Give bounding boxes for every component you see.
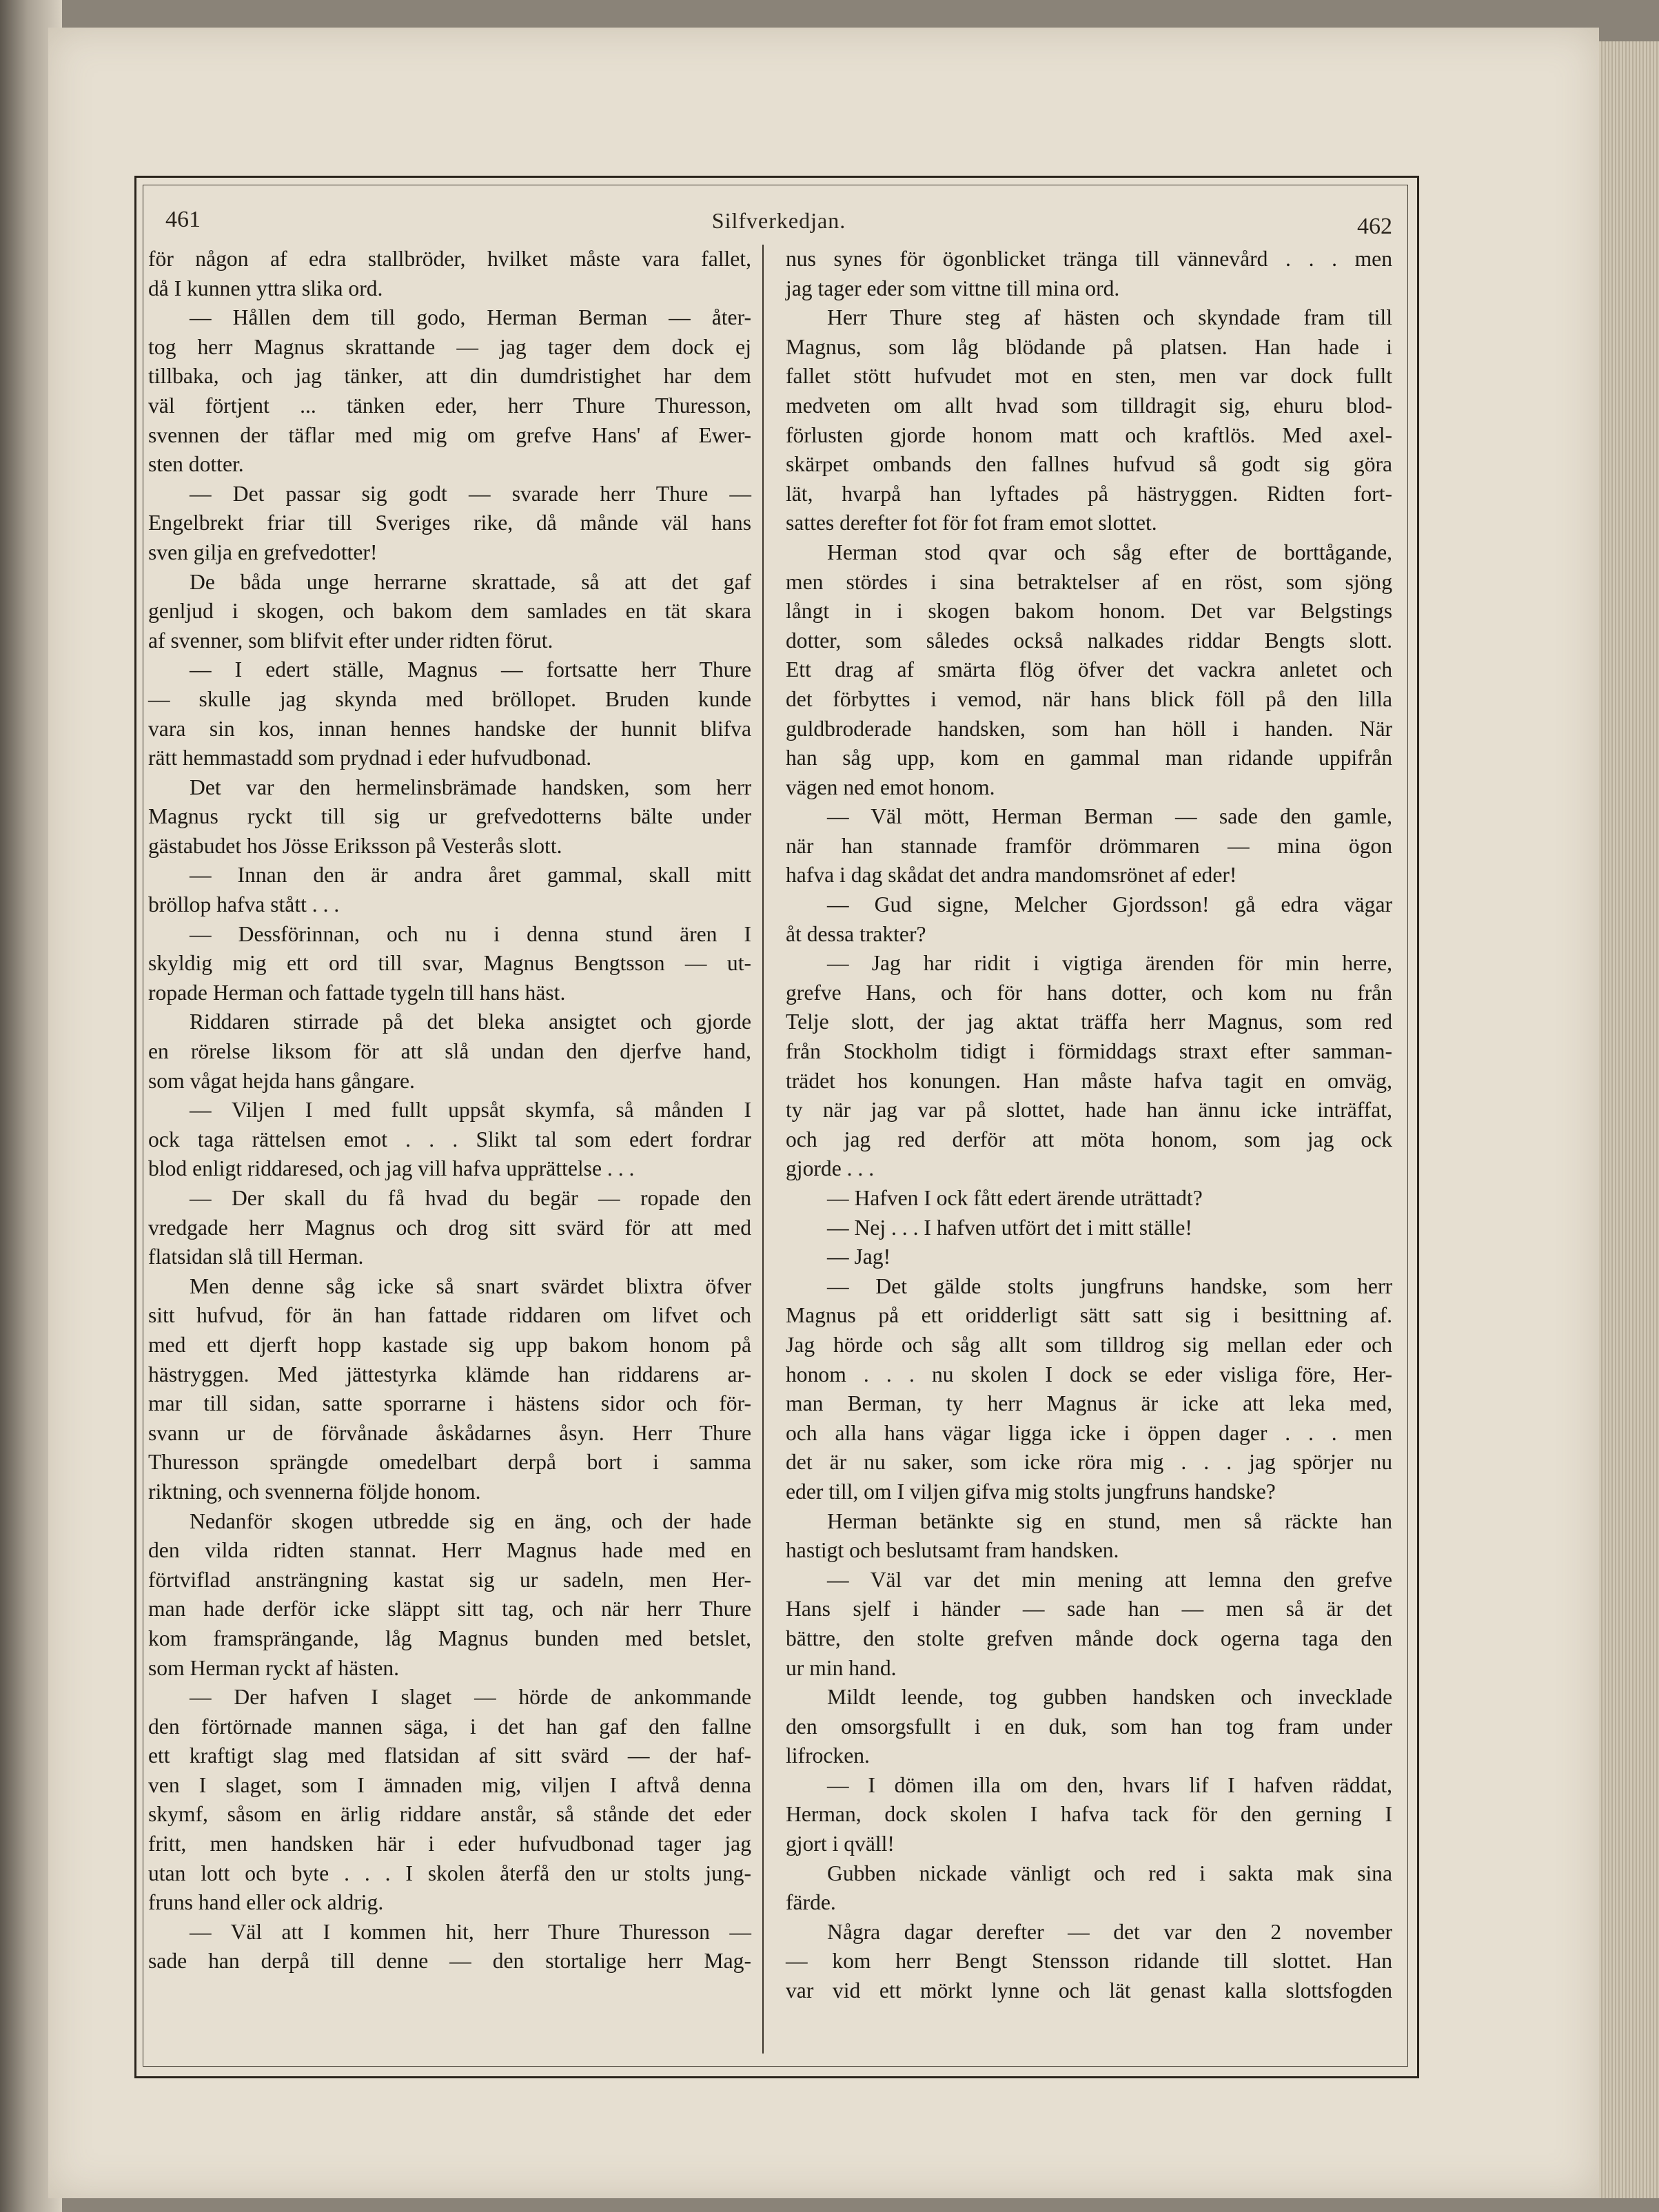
text-line: Nedanför skogen utbredde sig en äng, och der hade bbox=[190, 1508, 751, 1533]
text-line: skyldig mig ett ord till svar, Magnus Bengtsson — ut- bbox=[148, 951, 751, 976]
text-line: — I edert ställe, Magnus — fortsatte herr Thure bbox=[190, 657, 751, 682]
text-line: De båda unge herrarne skrattade, så att det gaf bbox=[190, 569, 751, 594]
text-line: — Nej . . . I hafven utfört det i mitt ställe! bbox=[827, 1215, 1192, 1240]
text-line: det förbyttes i vemod, när hans blick föll på den lilla bbox=[786, 686, 1392, 711]
text-line: — Väl mött, Herman Berman — sade den gamle, bbox=[827, 804, 1392, 829]
text-line: bröllop hafva stått . . . bbox=[148, 892, 340, 917]
text-line: svann ur de förvånade åskådarnes åsyn. Herr Thure bbox=[148, 1420, 751, 1445]
text-line: sade han derpå till denne — den stortalige herr Mag- bbox=[148, 1949, 751, 1974]
text-line: var vid ett mörkt lynne och lät genast kalla slottsfogden bbox=[786, 1978, 1392, 2003]
text-line: Men denne såg icke så snart svärdet blixtra öfver bbox=[190, 1273, 751, 1298]
text-line: Några dagar derefter — det var den 2 november bbox=[827, 1919, 1392, 1944]
text-line: då I kunnen yttra slika ord. bbox=[148, 276, 383, 300]
text-line: färde. bbox=[786, 1890, 836, 1915]
text-line: Thuresson sprängde omedelbart derpå bort i samma bbox=[148, 1450, 751, 1475]
text-line: vara sin kos, innan hennes handske der hunnit blifva bbox=[148, 716, 751, 741]
text-line: han såg upp, kom en gammal man ridande uppifrån bbox=[786, 746, 1392, 770]
text-line: mar till sidan, satte sporrarne i hästens sidor och för- bbox=[148, 1391, 751, 1416]
text-line: Hans sjelf i händer — sade han — men så är det bbox=[786, 1597, 1392, 1621]
running-head bbox=[165, 200, 1392, 241]
text-line: — Jag har ridit i vigtiga ärenden för min herre, bbox=[827, 951, 1392, 976]
text-line: sitt hufvud, för än han fattade riddaren om lifvet och bbox=[148, 1303, 751, 1328]
text-line: kom framsprängande, låg Magnus bunden med betslet, bbox=[148, 1626, 751, 1650]
text-line: grefve Hans, och för hans dotter, och kom nu från bbox=[786, 980, 1392, 1005]
text-line: den förtörnade mannen säga, i det han gaf den fallne bbox=[148, 1714, 751, 1739]
text-line: ty när jag var på slottet, hade han ännu icke inträffat, bbox=[786, 1098, 1392, 1123]
column-divider bbox=[762, 245, 764, 2054]
text-line: Herman betänkte sig en stund, men så räckte han bbox=[827, 1508, 1392, 1533]
text-line: — Der skall du få hvad du begär — ropade den bbox=[190, 1186, 751, 1210]
text-line: — Dessförinnan, och nu i denna stund ären I bbox=[190, 921, 751, 946]
text-line: dotter, som således också nalkades riddar Bengts slott. bbox=[786, 628, 1392, 653]
text-line: — kom herr Bengt Stensson ridande till slottet. Han bbox=[786, 1949, 1392, 1974]
left-column bbox=[148, 245, 751, 1976]
text-line: svennen der täflar med mig om grefve Hans' af Ewer- bbox=[148, 422, 751, 447]
text-line: — Innan den är andra året gammal, skall mitt bbox=[190, 863, 751, 888]
text-line: medveten om allt hvad som tilldragit sig, ehuru blod- bbox=[786, 393, 1392, 418]
text-line: af svenner, som blifvit efter under ridten förut. bbox=[148, 628, 553, 653]
text-line: med ett djerft hopp kastade sig upp bakom honom på bbox=[148, 1332, 751, 1357]
text-line: genljud i skogen, och bakom dem samlades en tät skara bbox=[148, 599, 751, 624]
text-line: som Herman ryckt af hästen. bbox=[148, 1655, 400, 1680]
text-line: och jag red derför att möta honom, som jag ock bbox=[786, 1127, 1392, 1151]
text-line: Herman stod qvar och såg efter de borttågande, bbox=[827, 540, 1392, 564]
text-line: Telje slott, der jag aktat träffa herr Magnus, som red bbox=[786, 1010, 1392, 1034]
text-line: Magnus, som låg blödande på platsen. Han hade i bbox=[786, 334, 1392, 359]
text-line: sven gilja en grefvedotter! bbox=[148, 540, 378, 564]
text-line: eder till, om I viljen gifva mig stolts jungfruns handske? bbox=[786, 1479, 1276, 1504]
right-column bbox=[786, 245, 1392, 2006]
text-line: — I dömen illa om den, hvars lif I hafven räddat, bbox=[827, 1772, 1392, 1797]
text-line: skymf, såsom en ärlig riddare anstår, så stånde det eder bbox=[148, 1802, 751, 1827]
text-line: Jag hörde och såg allt som tilldrog sig mellan eder och bbox=[786, 1332, 1392, 1357]
text-line: Magnus ryckt till sig ur grefvedotterns bälte under bbox=[148, 804, 751, 829]
text-line: ur min hand. bbox=[786, 1655, 897, 1680]
text-line: jag tager eder som vittne till mina ord. bbox=[786, 276, 1120, 300]
text-line: Ett drag af smärta flög öfver det vackra anletet och bbox=[786, 657, 1392, 682]
text-line: — Gud signe, Melcher Gjordsson! gå edra vägar bbox=[827, 892, 1392, 917]
text-line: — Väl att I kommen hit, herr Thure Thuresson — bbox=[190, 1919, 751, 1944]
text-line: en rörelse liksom för att slå undan den djerfve hand, bbox=[148, 1039, 751, 1064]
text-line: hastigt och beslutsamt fram handsken. bbox=[786, 1538, 1119, 1563]
text-line: lät, hvarpå han lyftades på hästryggen. Ridten fort- bbox=[786, 481, 1392, 506]
text-line: hästryggen. Med jättestyrka klämde han riddarens ar- bbox=[148, 1362, 751, 1386]
text-line: man Berman, ty herr Magnus är icke att leka med, bbox=[786, 1391, 1392, 1416]
text-line: från Stockholm tidigt i förmiddags straxt efter samman- bbox=[786, 1039, 1392, 1064]
text-line: gjort i qväll! bbox=[786, 1832, 895, 1856]
text-line: ett kraftigt slag med flatsidan af sitt svärd — der haf- bbox=[148, 1743, 751, 1768]
text-line: riktning, och svennerna följde honom. bbox=[148, 1479, 481, 1504]
text-line: förlusten gjorde honom matt och kraftlös. Med axel- bbox=[786, 422, 1392, 447]
text-line: Det var den hermelinsbrämade handsken, som herr bbox=[190, 775, 751, 799]
text-line: det är nu saker, som icke röra mig . . . jag spörjer nu bbox=[786, 1450, 1392, 1475]
running-title: Silfverkedjan. bbox=[711, 208, 846, 233]
text-line: ock taga rättelsen emot . . . Slikt tal som edert fordrar bbox=[148, 1127, 751, 1151]
text-line: bättre, den stolte grefven månde dock ogerna taga den bbox=[786, 1626, 1392, 1650]
text-line: sattes derefter fot för fot fram emot slottet. bbox=[786, 511, 1157, 535]
text-line: — Jag! bbox=[827, 1245, 891, 1269]
text-line: rätt hemmastadd som prydnad i eder hufvudbonad. bbox=[148, 746, 592, 770]
text-line: — Der hafven I slaget — hörde de ankommande bbox=[190, 1685, 751, 1710]
text-line: åt dessa trakter? bbox=[786, 921, 926, 946]
text-line: hafva i dag skådat det andra mandomsrönet af eder! bbox=[786, 863, 1237, 888]
text-line: Magnus på ett oridderligt sätt satt sig i besittning af. bbox=[786, 1303, 1392, 1328]
text-line: nus synes för ögonblicket tränga till vännevård . . . men bbox=[786, 247, 1392, 271]
text-line: långt in i skogen bakom honom. Det var Belgstings bbox=[786, 599, 1392, 624]
text-line: gästabudet hos Jösse Eriksson på Vesterås slott. bbox=[148, 833, 562, 858]
text-line: men stördes i sina betraktelser af en röst, som sjöng bbox=[786, 569, 1392, 594]
text-line: — skulle jag skynda med bröllopet. Bruden kunde bbox=[148, 686, 751, 711]
text-line: Engelbrekt friar till Sveriges rike, då månde väl hans bbox=[148, 511, 751, 535]
text-line: sten dotter. bbox=[148, 452, 244, 477]
text-line: gjorde . . . bbox=[786, 1156, 875, 1181]
page-number-left: 461 bbox=[165, 207, 201, 232]
text-line: — Viljen I med fullt uppsåt skymfa, så månden I bbox=[190, 1098, 751, 1123]
text-line: fruns hand eller ock aldrig. bbox=[148, 1890, 384, 1915]
text-line: — Hållen dem till godo, Herman Berman — åter- bbox=[190, 305, 751, 330]
text-line: vredgade herr Magnus och drog sitt svärd för att med bbox=[148, 1215, 751, 1240]
text-line: ven I slaget, som I ämnaden mig, viljen I aftvå denna bbox=[148, 1772, 751, 1797]
text-line: tog herr Magnus skrattande — jag tager dem dock ej bbox=[148, 334, 751, 359]
text-line: Herman, dock skolen I hafva tack för den gerning I bbox=[786, 1802, 1392, 1827]
text-line: vägen ned emot honom. bbox=[786, 775, 995, 799]
text-line: förtviflad ansträngning kastat sig ur sadeln, men Her- bbox=[148, 1567, 751, 1592]
text-line: — Väl var det min mening att lemna den grefve bbox=[827, 1567, 1392, 1592]
text-line: Mildt leende, tog gubben handsken och invecklade bbox=[827, 1685, 1392, 1710]
page-number-right: 462 bbox=[1357, 214, 1392, 239]
text-line: ropade Herman och fattade tygeln till hans häst. bbox=[148, 980, 566, 1005]
text-line: trädet hos konungen. Han måste hafva tagit en omväg, bbox=[786, 1068, 1392, 1093]
text-line: Gubben nickade vänligt och red i sakta mak sina bbox=[827, 1861, 1392, 1885]
text-line: — Det gälde stolts jungfruns handske, som herr bbox=[827, 1273, 1392, 1298]
text-line: väl förtjent ... tänken eder, herr Thure Thuresson, bbox=[148, 393, 751, 418]
text-line: guldbroderade handsken, som han höll i handen. När bbox=[786, 716, 1392, 741]
text-line: som vågat hejda hans gångare. bbox=[148, 1068, 415, 1093]
text-line: lifrocken. bbox=[786, 1743, 870, 1768]
text-line: den omsorgsfullt i en duk, som han tog fram under bbox=[786, 1714, 1392, 1739]
text-line: man hade derför icke släppt sitt tag, och när herr Thure bbox=[148, 1597, 751, 1621]
text-line: för någon af edra stallbröder, hvilket måste vara fallet, bbox=[148, 247, 751, 271]
text-line: — Hafven I ock fått edert ärende uträttadt? bbox=[827, 1186, 1203, 1210]
text-line: — Det passar sig godt — svarade herr Thure — bbox=[190, 481, 751, 506]
text-line: Riddaren stirrade på det bleka ansigtet och gjorde bbox=[190, 1010, 751, 1034]
text-line: utan lott och byte . . . I skolen återfå den ur stolts jung- bbox=[148, 1861, 751, 1885]
text-line: fallet stött hufvudet mot en sten, men var dock fullt bbox=[786, 364, 1392, 389]
text-line: Herr Thure steg af hästen och skyndade fram till bbox=[827, 305, 1392, 330]
text-line: fritt, men handsken här i eder hufvudbonad tager jag bbox=[148, 1832, 751, 1856]
text-line: honom . . . nu skolen I dock se eder visliga före, Her- bbox=[786, 1362, 1392, 1386]
text-line: den vilda ridten stannat. Herr Magnus hade med en bbox=[148, 1538, 751, 1563]
text-line: blod enligt riddaresed, och jag vill hafva upprättelse . . . bbox=[148, 1156, 635, 1181]
text-line: när han stannade framför drömmaren — mina ögon bbox=[786, 833, 1392, 858]
text-line: och alla hans vägar ligga icke i öppen dager . . . men bbox=[786, 1420, 1392, 1445]
text-line: tillbaka, och jag tänker, att din dumdristighet har dem bbox=[148, 364, 751, 389]
text-line: skärpet ombands den fallnes hufvud så godt sig göra bbox=[786, 452, 1392, 477]
text-line: flatsidan slå till Herman. bbox=[148, 1245, 364, 1269]
